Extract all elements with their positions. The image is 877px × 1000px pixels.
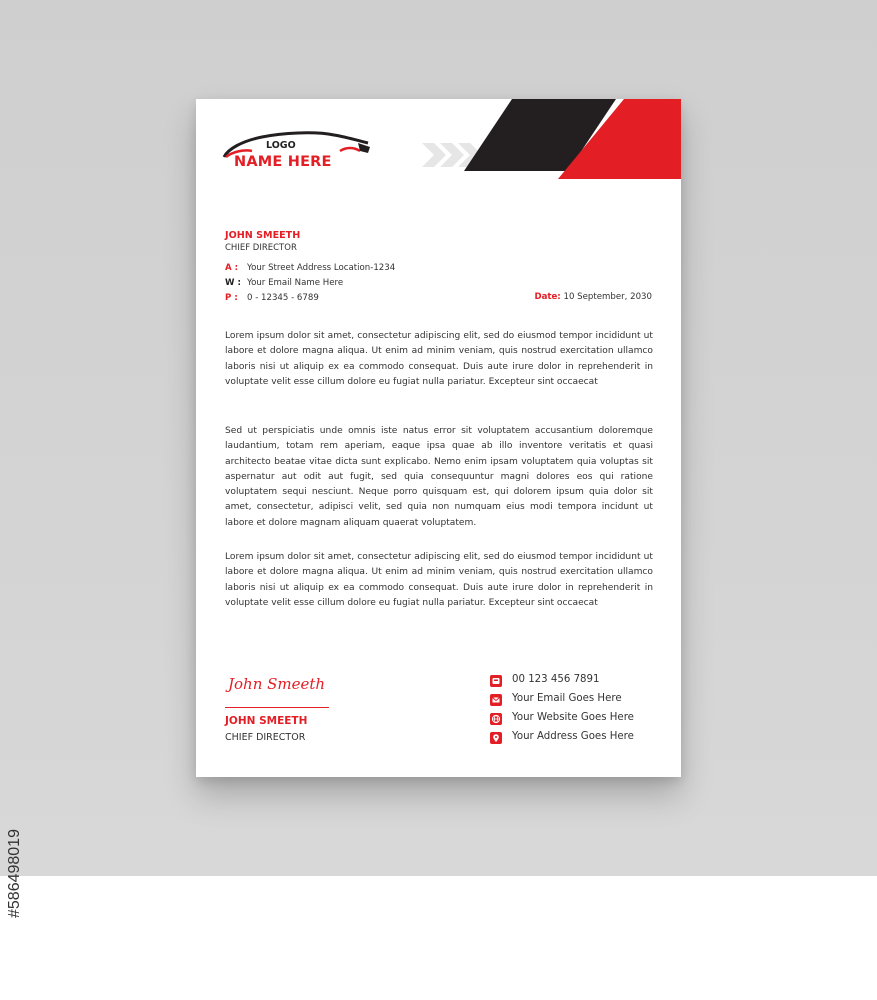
- contact-address-key: A :: [225, 263, 239, 273]
- company-logo: [222, 129, 374, 179]
- stock-id-container: [6, 758, 30, 918]
- signature-divider: [225, 707, 329, 708]
- sender-title: CHIEF DIRECTOR: [225, 243, 297, 253]
- location-icon: [490, 732, 502, 744]
- handwritten-signature: John Smeeth: [228, 675, 326, 693]
- footer-address-text: Your Address Goes Here: [512, 731, 634, 742]
- phone-icon: [490, 675, 502, 687]
- logo-name-text: NAME HERE: [234, 154, 332, 170]
- contact-web-value: Your Email Name Here: [247, 278, 344, 288]
- footer-email-text: Your Email Goes Here: [512, 693, 622, 704]
- footer-website-text: Your Website Goes Here: [512, 712, 634, 723]
- logo-small-text: LOGO: [266, 140, 296, 151]
- contact-phone-key: P :: [225, 293, 238, 303]
- email-icon: [490, 694, 502, 706]
- contact-phone: [225, 293, 319, 305]
- signature-title: CHIEF DIRECTOR: [225, 732, 306, 743]
- stock-id-label: #586498019: [6, 829, 23, 918]
- contact-web: [225, 278, 343, 290]
- body-paragraph: Lorem ipsum dolor sit amet, consectetur adipiscing elit, sed do eiusmod tempor incididunt ut labore et dolore magna aliqua. Ut enim ad minim veniam, quis nostrud exercitation ullamco laboris nisi ut aliquip ex ea commodo consequat. Duis aute irure dolor in reprehenderit in voluptate velit esse cillum dolore eu fugiat nulla pariatur. Excepteur sint occaecat: [225, 331, 653, 387]
- body-paragraph: Lorem ipsum dolor sit amet, consectetur adipiscing elit, sed do eiusmod tempor incididunt ut labore et dolore magna aliqua. Ut enim ad minim veniam, quis nostrud exercitation ullamco laboris nisi ut aliquip ex ea commodo consequat. Duis aute irure dolor in reprehenderit in voluptate velit esse cillum dolore eu fugiat nulla pariatur. Excepteur sint occaecat: [225, 552, 653, 608]
- letter-date: [534, 292, 652, 302]
- letterhead-page: [196, 99, 681, 777]
- date-label: Date:: [534, 292, 561, 302]
- date-value: 10 September, 2030: [563, 292, 652, 302]
- contact-phone-value: 0 - 12345 - 6789: [247, 293, 319, 303]
- body-paragraph: Sed ut perspiciatis unde omnis iste natus error sit voluptatem accusantium doloremque laudantium, totam rem aperiam, eaque ipsa quae ab illo inventore veritatis et quasi architecto beatae vitae dicta sunt explicabo. Nemo enim ipsam voluptatem quia voluptas sit aspernatur aut odit aut fugit, sed quia consequuntur magni dolores eos qui ratione voluptatem sequi nesciunt. Neque porro quisquam est, qui dolorem ipsum quia dolor sit amet, consectetur, adipisci velit, sed quia non numquam eius modi tempora incidunt ut labore et dolore magnam aliquam quaerat voluptatem.: [225, 426, 653, 528]
- contact-web-key: W :: [225, 278, 241, 288]
- globe-icon: [490, 713, 502, 725]
- signature-name: JOHN SMEETH: [225, 715, 308, 727]
- sender-name: JOHN SMEETH: [225, 230, 301, 241]
- contact-address: [225, 263, 395, 275]
- contact-address-value: Your Street Address Location-1234: [247, 263, 396, 273]
- footer-phone-text: 00 123 456 7891: [512, 674, 600, 685]
